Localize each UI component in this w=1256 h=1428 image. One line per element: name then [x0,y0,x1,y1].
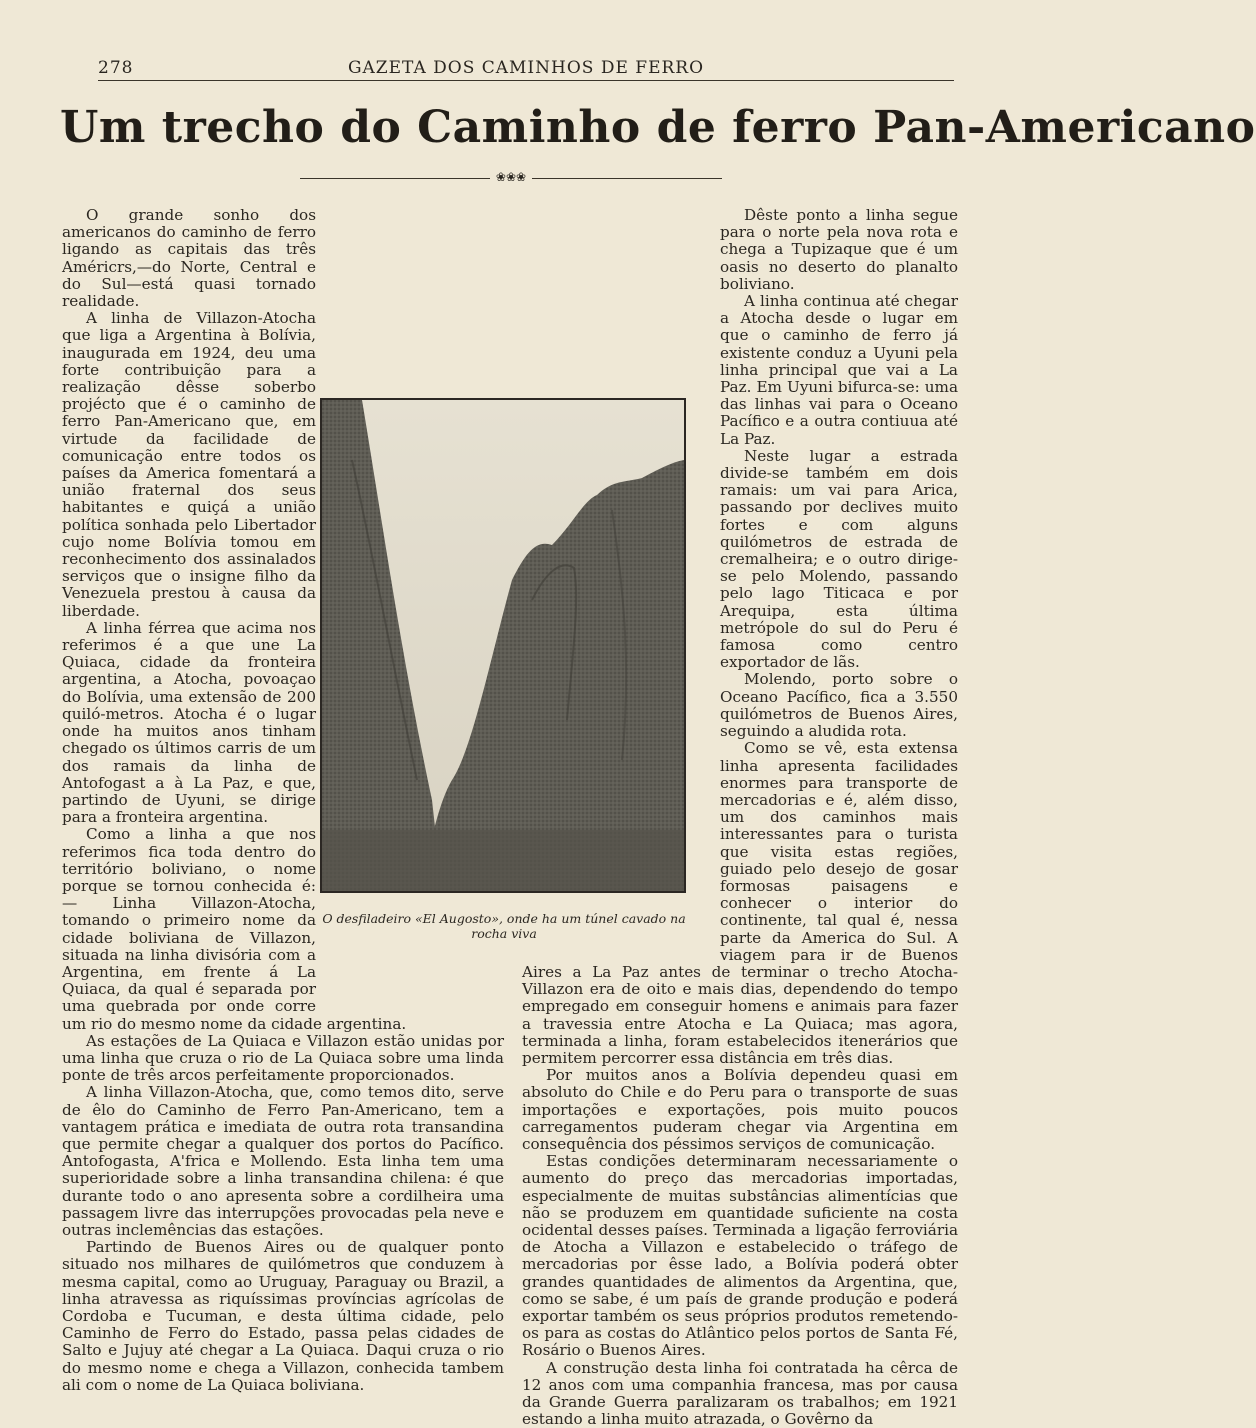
article-paragraph: A linha continua até chegar a Atocha desde o lugar em que o caminho de ferro já existente conduz a Uyuni pela linha principal que vai a La Paz. Em Uyuni bifurca-se: uma das linhas vai para o Oceano Pacífico e a outra contiuua até La Paz. [720,292,958,448]
article-paragraph: Partindo de Buenos Aires ou de qualquer ponto situado nos milhares de quilómetros que conduzem à mesma capital, como ao Uruguay, Paraguay ou Brazil, a linha atravessa as riquíssimas províncias agrícolas de Cordoba e Tucuman, e desta última cidade, pelo Caminho de Ferro do Estado, passa pelas cidades de Salto e Jujuy até chegar a La Quiaca. Daqui cruza o rio do mesmo nome e chega a Villazon, conhecida tambem ali com o nome de La Quiaca boliviana. [62,1238,504,1394]
publication-name: GAZETA DOS CAMINHOS DE FERRO [347,58,705,78]
article-paragraph: O grande sonho dos americanos do caminho de ferro ligando as capitais das três Américrs,—do Norte, Central e do Sul—está quasi tornado realidade. [62,206,316,311]
article-paragraph: A linha Villazon-Atocha, que, como temos dito, serve de êlo do Caminho de Ferro Pan-Americano, tem a vantagem prática e imediata de outra rota transandina que permite chegar a qualquer dos portos do Pacífico. Antofogasta, A'frica e Mollendo. Esta linha tem uma superioridade sobre a linha transandina chilena: é que durante todo o ano apresenta sobre a cordilheira uma passagem livre das interrupções provocadas pela neve e outras inclemências das estações. [62,1083,504,1239]
running-head [98,58,954,81]
title-rule-right [532,178,722,179]
article-paragraph: Neste lugar a estrada divide-se também em dois ramais: um vai para Arica, passando por declives muito fortes e com alguns quilómetros de estrada de cremalheira; e o outro dirige-se pelo Molendo, passando pelo lago Titicaca e por Arequipa, esta última metrópole do sul do Peru é famosa como centro exportador de lãs. [720,446,958,672]
article-title: Um trecho do Caminho de ferro Pan-Americano [60,102,1256,153]
article-paragraph: Como a linha a que nos referimos fica toda dentro do território boliviano, o nome porque se tornou conhecida é: — Linha Villazon-Atocha, tomando o primeiro nome da cidade boliviana de Villazon, situada na linha divisória com a Argentina, em frente á La Quiaca, da qual é separada por uma quebrada por onde corre um rio do mesmo nome da cidade argentina. [62,825,407,1033]
article-paragraph: Estas condições determinaram necessariamente o aumento do preço das mercadorias importadas, especialmente de muitas substâncias alimentícias que não se produzem em quantidade suficiente na costa ocidental desses países. Terminada a ligação ferroviária de Atocha a Villazon e estabelecido o tráfego de mercadorias por êsse lado, a Bolívia poderá obter grandes quantidades de alimentos da Argentina, que, como se sabe, é um país de grande produção e poderá exportar também os seus próprios produtos remetendo-os para as costas do Atlântico pelos portos de Santa Fé, Rosário o Buenos Aires. [522,1152,958,1360]
canyon-photo [320,398,686,893]
photo-caption: O desfiladeiro «El Augosto», onde ha um túnel cavado na rocha viva [322,911,686,941]
title-rule-left [300,178,490,179]
article-paragraph: A linha férrea que acima nos referimos é a que une La Quiaca, cidade da fronteira argentina, a Atocha, povoaçao do Bolívia, uma extensão de 200 quiló-metros. Atocha é o lugar onde ha muitos anos tinham chegado os últimos carris de um dos ramais da linha de Antofogast a à La Paz, e que, partindo de Uyuni, se dirige para a fronteira argentina. [62,618,316,827]
article-paragraph: Dêste ponto a linha segue para o norte pela nova rota e chega a Tupizaque que é um oasis no deserto do planalto boliviano. [720,206,958,293]
page-number: 278 [98,58,134,78]
article-paragraph: As estações de La Quiaca e Villazon estão unidas por uma linha que cruza o rio de La Quiaca sobre uma linda ponte de três arcos perfeitamente proporcionados. [62,1031,504,1085]
canyon-photo-image [322,400,684,891]
article-paragraph: Como se vê, esta extensa linha apresenta facilidades enormes para transporte de mercadorias e é, além disso, um dos caminhos mais interessantes para o turista que visita estas regiões, guiado pelo desejo de gosar formosas paisagens e conhecer o interior do continente, tal qual é, nessa parte da America do Sul. A viagem para ir de Buenos Aires a La Paz antes de terminar o trecho Atocha-Villazon era de oito e mais dias, dependendo do tempo empregado em conseguir homens e animais para fazer a travessia entre Atocha e La Quiaca; mas agora, terminada a linha, foram estabelecidos itenerários que permitem percorrer essa distância em três dias. [522,739,958,1067]
article-paragraph: Molendo, porto sobre o Oceano Pacífico, fica a 3.550 quilómetros de Buenos Aires, seguindo a aludida rota. [720,670,958,741]
article-paragraph: A linha de Villazon-Atocha que liga a Argentina à Bolívia, inaugurada em 1924, deu uma forte contribuição para a realização dêsse soberbo projécto que é o caminho de ferro Pan-Americano que, em virtude da facilidade de comunicação entre todos os países da America fomentará a união fraternal dos seus habitantes e quiçá a união política sonhada pelo Libertador cujo nome Bolívia tomou em reconhecimento dos assinalados serviços que o insigne filho da Venezuela prestou à causa da liberdade. [62,309,316,620]
article-paragraph: Por muitos anos a Bolívia dependeu quasi em absoluto do Chile e do Peru para o transporte de suas importações e exportações, pois muito poucos carregamentos puderam chegar via Argentina em consequência dos péssimos serviços de comunicação. [522,1066,958,1153]
title-ornament: ❀❀❀ [495,170,527,184]
article-paragraph: A construção desta linha foi contratada ha cêrca de 12 anos com uma companhia francesa, mas por causa da Grande Guerra paralizaram os trabalhos; em 1921 estando a linha muito atrazada, o Govêrno da [522,1358,958,1428]
